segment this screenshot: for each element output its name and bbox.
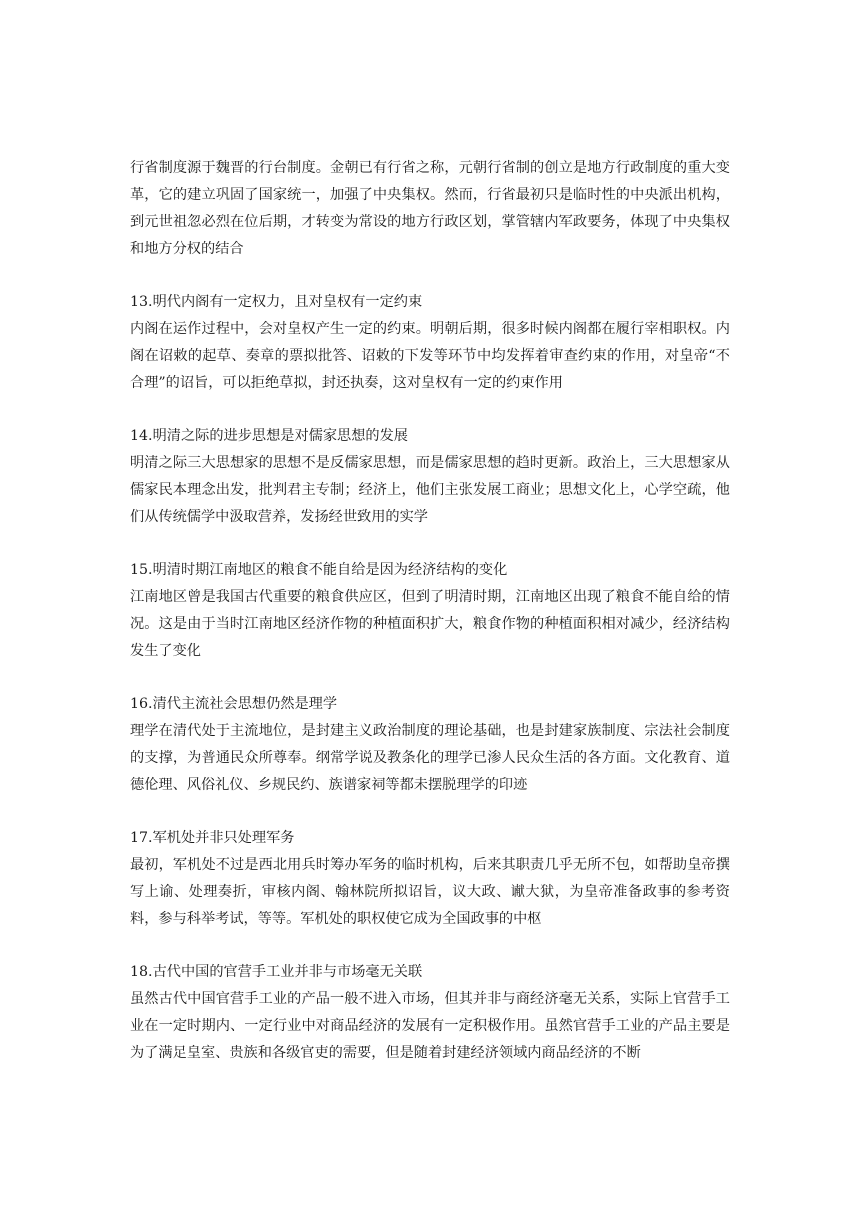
section-15-body: 江南地区曾是我国古代重要的粮食供应区，但到了明清时期，江南地区出现了粮食不能自给的情况。这是由于当时江南地区经济作物的种植面积扩大，粮食作物的种植面积相对减少，经济结构发生了变化 bbox=[130, 589, 730, 659]
section-16 bbox=[130, 691, 730, 799]
section-18-title: 18.古代中国的官营手工业并非与市场毫无关联 bbox=[130, 964, 423, 980]
section-13 bbox=[130, 289, 730, 397]
section-17-title: 17.军机处并非只处理军务 bbox=[130, 830, 295, 846]
section-14-title: 14.明清之际的进步思想是对儒家思想的发展 bbox=[130, 428, 408, 444]
section-13-title: 13.明代内阁有一定权力，且对皇权有一定约束 bbox=[130, 294, 423, 310]
section-16-body: 理学在清代处于主流地位，是封建主义政治制度的理论基础，也是封建家族制度、宗法社会制度的支撑，为普通民众所尊奉。纲常学说及教条化的理学已渗人民众生活的各方面。文化教育、道德伦理、风俗礼仪、乡规民约、族谱家祠等都未摆脱理学的印迹 bbox=[130, 723, 730, 793]
intro-paragraph: 行省制度源于魏晋的行台制度。金朝已有行省之称，元朝行省制的创立是地方行政制度的重大变革，它的建立巩固了国家统一，加强了中央集权。然而，行省最初只是临时性的中央派出机构，到元世祖忽必烈在位后期，才转变为常设的地方行政区划，掌管辖内军政要务，体现了中央集权和地方分权的结合 bbox=[130, 160, 730, 257]
section-17 bbox=[130, 825, 730, 933]
section-14 bbox=[130, 423, 730, 531]
section-15 bbox=[130, 557, 730, 665]
section-18-body: 虽然古代中国官营手工业的产品一般不进入市场，但其并非与商经济毫无关系，实际上官营手工业在一定时期内、一定行业中对商品经济的发展有一定积极作用。虽然官营手工业的产品主要是为了满足皇室、贵族和各级官吏的需要，但是随着封建经济领域内商品经济的不断 bbox=[130, 991, 730, 1061]
section-18 bbox=[130, 959, 730, 1067]
section-13-body: 内阁在运作过程中，会对皇权产生一定的约束。明朝后期，很多时候内阁都在履行宰相职权。内阁在诏敕的起草、奏章的票拟批答、诏敕的下发等环节中均发挥着审查约束的作用，对皇帝“不合理”的诏旨，可以拒绝草拟，封还执奏，这对皇权有一定的约束作用 bbox=[130, 321, 730, 391]
section-15-title: 15.明清时期江南地区的粮食不能自给是因为经济结构的变化 bbox=[130, 562, 508, 578]
document-page bbox=[130, 155, 730, 1067]
section-17-body: 最初，军机处不过是西北用兵时筹办军务的临时机构，后来其职责几乎无所不包，如帮助皇帝撰写上谕、处理奏折，审核内阁、翰林院所拟诏旨，议大政、谳大狱，为皇帝准备政事的参考资料，参与科举考试，等等。军机处的职权使它成为全国政事的中枢 bbox=[130, 857, 730, 927]
section-14-body: 明清之际三大思想家的思想不是反儒家思想，而是儒家思想的趋时更新。政治上，三大思想家从儒家民本理念出发，批判君主专制；经济上，他们主张发展工商业；思想文化上，心学空疏，他们从传统儒学中汲取营养，发扬经世致用的实学 bbox=[130, 455, 730, 525]
section-16-title: 16.清代主流社会思想仍然是理学 bbox=[130, 696, 338, 712]
